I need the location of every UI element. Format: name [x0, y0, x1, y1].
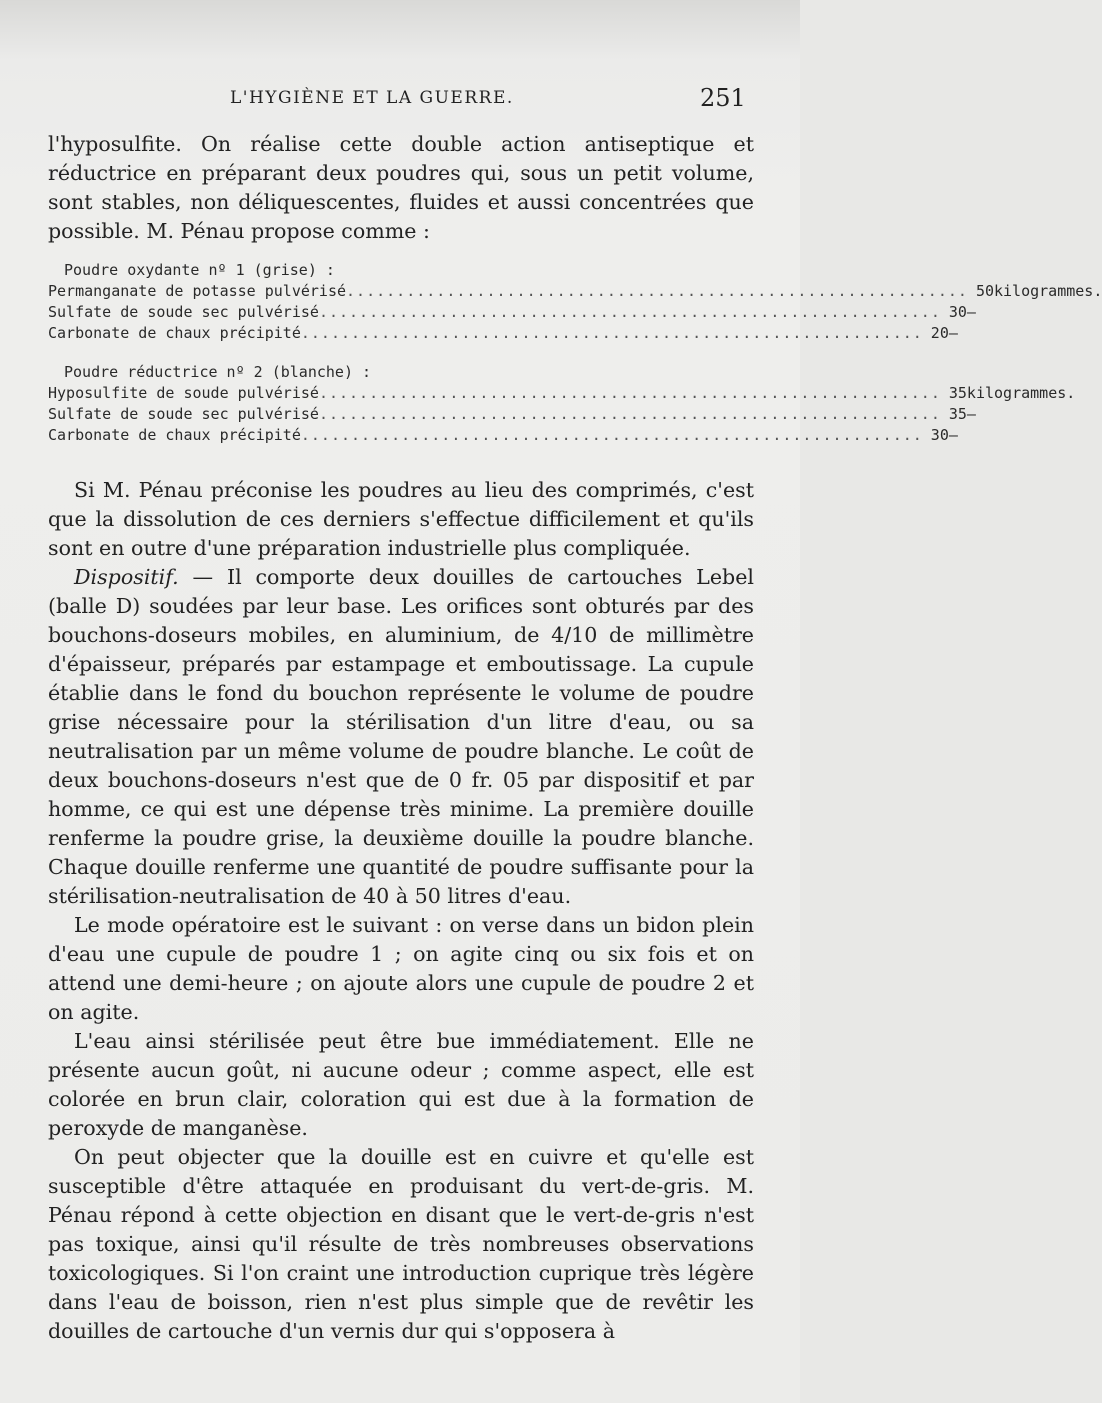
ingredient-unit: kilogrammes. — [966, 384, 1076, 402]
dot-leader: .............................................................. — [300, 324, 923, 342]
formula-title: Poudre réductrice nº 2 (blanche) : — [64, 363, 372, 381]
page-number: 251 — [700, 84, 746, 112]
ingredient-label: Sulfate de soude sec pulvérisé — [48, 303, 319, 321]
paragraph-procedure: Le mode opératoire est le suivant : on verse dans un bidon plein d'eau une cupule de poudre 1 ; on agite cinq ou six fois et on attend une demi-heure ; on ajoute alors une cupule de poudre 2 et on agite. — [48, 913, 754, 1024]
ingredient-label: Hyposulfite de soude pulvérisé — [48, 384, 319, 402]
running-title: L'HYGIÈNE ET LA GUERRE. — [230, 88, 514, 108]
dot-leader: .............................................................. — [318, 303, 941, 321]
paragraph-sterilized-water: L'eau ainsi stérilisée peut être bue immédiatement. Elle ne présente aucun goût, ni aucune odeur ; comme aspect, elle est colorée en brun clair, coloration qui est due à la formation de peroxyde de manganèse. — [48, 1029, 754, 1140]
ingredient-amount: 30 — [948, 303, 967, 321]
dot-leader: .............................................................. — [318, 405, 941, 423]
formula-oxidizing-powder — [48, 260, 1102, 344]
paragraph-dispositif-text: — Il comporte deux douilles de cartouches Lebel (balle D) soudées par leur base. Les orifices sont obturés par des bouchons-doseurs mobiles, en aluminium, de 4/10 de millimètre d'épaisseur, préparés par estampage et emboutissage. La cupule établie dans le fond du bouchon représente le volume de poudre grise nécessaire pour la stérilisation d'un litre d'eau, ou sa neutralisation par un même volume de poudre blanche. Le coût de deux bouchons-doseurs n'est que de 0 fr. 05 par dispositif et par homme, ce qui est une dépense très minime. La première douille renferme la poudre grise, la deuxième douille la poudre blanche. Chaque douille renferme une quantité de poudre suffisante pour la stérilisation-neutralisation de 40 à 50 litres d'eau. — [48, 565, 754, 908]
formula-row — [48, 404, 976, 425]
ingredient-unit: — — [966, 405, 976, 423]
dot-leader: .............................................................. — [318, 384, 941, 402]
ingredient-amount: 30 — [930, 426, 949, 444]
ingredient-label: Carbonate de chaux précipité — [48, 426, 301, 444]
paragraph-dispositif — [48, 563, 754, 911]
formula-row — [48, 383, 1076, 404]
section-lead: Dispositif. — [74, 565, 179, 589]
formula-row — [48, 425, 958, 446]
ingredient-unit: kilogrammes. — [994, 282, 1102, 300]
ingredient-label: Sulfate de soude sec pulvérisé — [48, 405, 319, 423]
paragraph-objection: On peut objecter que la douille est en cuivre et qu'elle est susceptible d'être attaquée en produisant du vert-de-gris. M. Pénau répond à cette objection en disant que le vert-de-gris n'est pas toxique, ainsi qu'il résulte de très nombreuses observations toxicologiques. Si l'on craint une introduction cuprique très légère dans l'eau de boisson, rien n'est plus simple que de revêtir les douilles de cartouche d'un vernis dur qui s'opposera à — [48, 1145, 754, 1343]
formula-row — [48, 302, 976, 323]
ingredient-unit: — — [948, 324, 958, 342]
formula-title: Poudre oxydante nº 1 (grise) : — [64, 261, 335, 279]
ingredient-unit: — — [966, 303, 976, 321]
formula-row — [48, 323, 958, 344]
formula-reducing-powder — [48, 362, 1076, 446]
ingredient-label: Permanganate de potasse pulvérisé — [48, 282, 347, 300]
page-header — [0, 84, 800, 118]
ingredient-unit: — — [948, 426, 958, 444]
body-text — [48, 476, 754, 1346]
dot-leader: .............................................................. — [300, 426, 923, 444]
ingredient-amount: 20 — [930, 324, 949, 342]
ingredient-amount: 50 — [975, 282, 994, 300]
ingredient-label: Carbonate de chaux précipité — [48, 324, 301, 342]
formula-row — [48, 281, 1102, 302]
intro-text — [48, 130, 754, 246]
ingredient-amount: 35 — [948, 384, 967, 402]
paragraph-powders: Si M. Pénau préconise les poudres au lieu des comprimés, c'est que la dissolution de ces derniers s'effectue difficilement et qu'ils sont en outre d'une préparation industrielle plus compliquée. — [48, 478, 754, 560]
intro-paragraph: l'hyposulfite. On réalise cette double action antiseptique et réductrice en préparant deux poudres qui, sous un petit volume, sont stables, non déliquescentes, fluides et aussi concentrées que possible. M. Pénau propose comme : — [48, 132, 754, 243]
dot-leader: .............................................................. — [346, 282, 968, 300]
ingredient-amount: 35 — [948, 405, 967, 423]
